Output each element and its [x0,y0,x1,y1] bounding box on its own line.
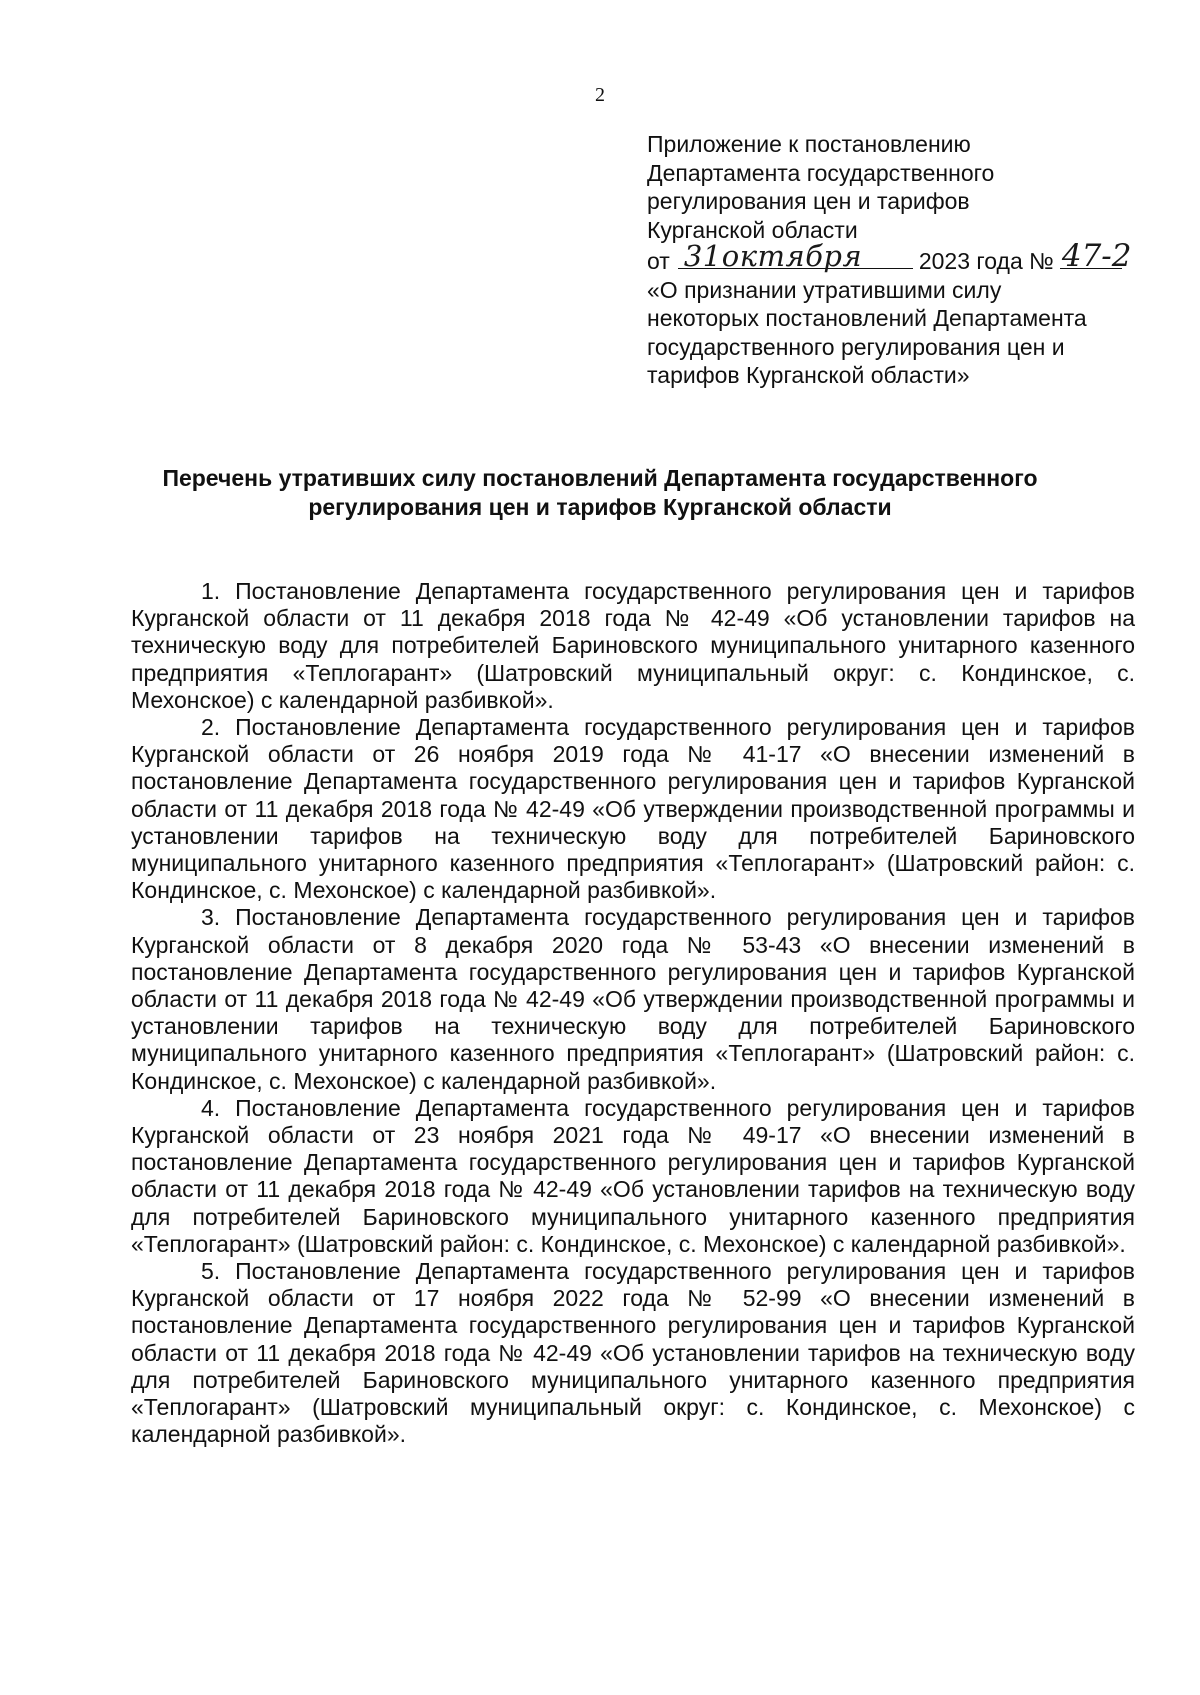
document-title [120,464,1080,522]
appendix-line-1: Приложение к постановлению [647,131,971,157]
number-field [1060,237,1132,274]
document-body [131,578,1135,1449]
list-item: 4. Постановление Департамента государственного регулирования цен и тарифов Курганской области от 23 ноября 2021 года № 49-17 «О внесении изменений в постановление Департамента государственного регулирования цен и тарифов Курганской области от 11 декабря 2018 года № 42-49 «Об установлении тарифов на техническую воду для потребителей Бариновского муниципального унитарного казенного предприятия «Теплогарант» (Шатровский район: с. Кондинское, с. Мехонское) с календарной разбивкой». [131,1094,1135,1257]
appendix-block [647,130,1137,390]
subject-line-2: некоторых постановлений Департамента [647,305,1087,331]
appendix-line-2: Департамента государственного [647,159,995,186]
from-label: от [647,248,670,274]
date-number-row [647,237,1137,276]
subject-line-3: государственного регулирования цен и [647,333,1065,360]
title-line-1: Перечень утративших силу постановлений Департамента государственного [162,465,1038,491]
list-item: 5. Постановление Департамента государственного регулирования цен и тарифов Курганской области от 17 ноября 2022 года № 52-99 «О внесении изменений в постановление Департамента государственного регулирования цен и тарифов Курганской области от 11 декабря 2018 года № 42-49 «Об установлении тарифов на техническую воду для потребителей Бариновского муниципального унитарного казенного предприятия «Теплогарант» (Шатровский муниципальный округ: с. Кондинское, с. Мехонское) с календарной разбивкой». [131,1258,1135,1448]
subject-line-4: тарифов Курганской области» [647,362,970,388]
handwritten-date: 31октября [683,238,863,273]
appendix-line-4: Курганской области [647,216,858,243]
subject-line-1: «О признании утратившими силу [647,276,1002,303]
date-field [678,238,913,273]
appendix-line-3: регулирования цен и тарифов [647,188,970,214]
list-item: 1. Постановление Департамента государственного регулирования цен и тарифов Курганской области от 11 декабря 2018 года № 42-49 «Об установлении тарифов на техническую воду для потребителей Бариновского муниципального унитарного казенного предприятия «Теплогарант» (Шатровский муниципальный округ: с. Кондинское, с. Мехонское) с календарной разбивкой». [131,578,1135,713]
list-item: 2. Постановление Департамента государственного регулирования цен и тарифов Курганской области от 26 ноября 2019 года № 41-17 «О внесении изменений в постановление Департамента государственного регулирования цен и тарифов Курганской области от 11 декабря 2018 года № 42-49 «Об утверждении производственной программы и установлении тарифов на техническую воду для потребителей Бариновского муниципального унитарного казенного предприятия «Теплогарант» (Шатровский район: с. Кондинское, с. Мехонское) с календарной разбивкой». [131,714,1135,904]
title-line-2: регулирования цен и тарифов Курганской области [308,494,892,520]
list-item: 3. Постановление Департамента государственного регулирования цен и тарифов Курганской области от 8 декабря 2020 года № 53-43 «О внесении изменений в постановление Департамента государственного регулирования цен и тарифов Курганской области от 11 декабря 2018 года № 42-49 «Об утверждении производственной программы и установлении тарифов на техническую воду для потребителей Бариновского муниципального унитарного казенного предприятия «Теплогарант» (Шатровский район: с. Кондинское, с. Мехонское) с календарной разбивкой». [131,904,1135,1094]
handwritten-number: 47-2 [1061,237,1132,274]
year-label: 2023 года № [918,248,1054,274]
page-number: 2 [595,84,605,106]
